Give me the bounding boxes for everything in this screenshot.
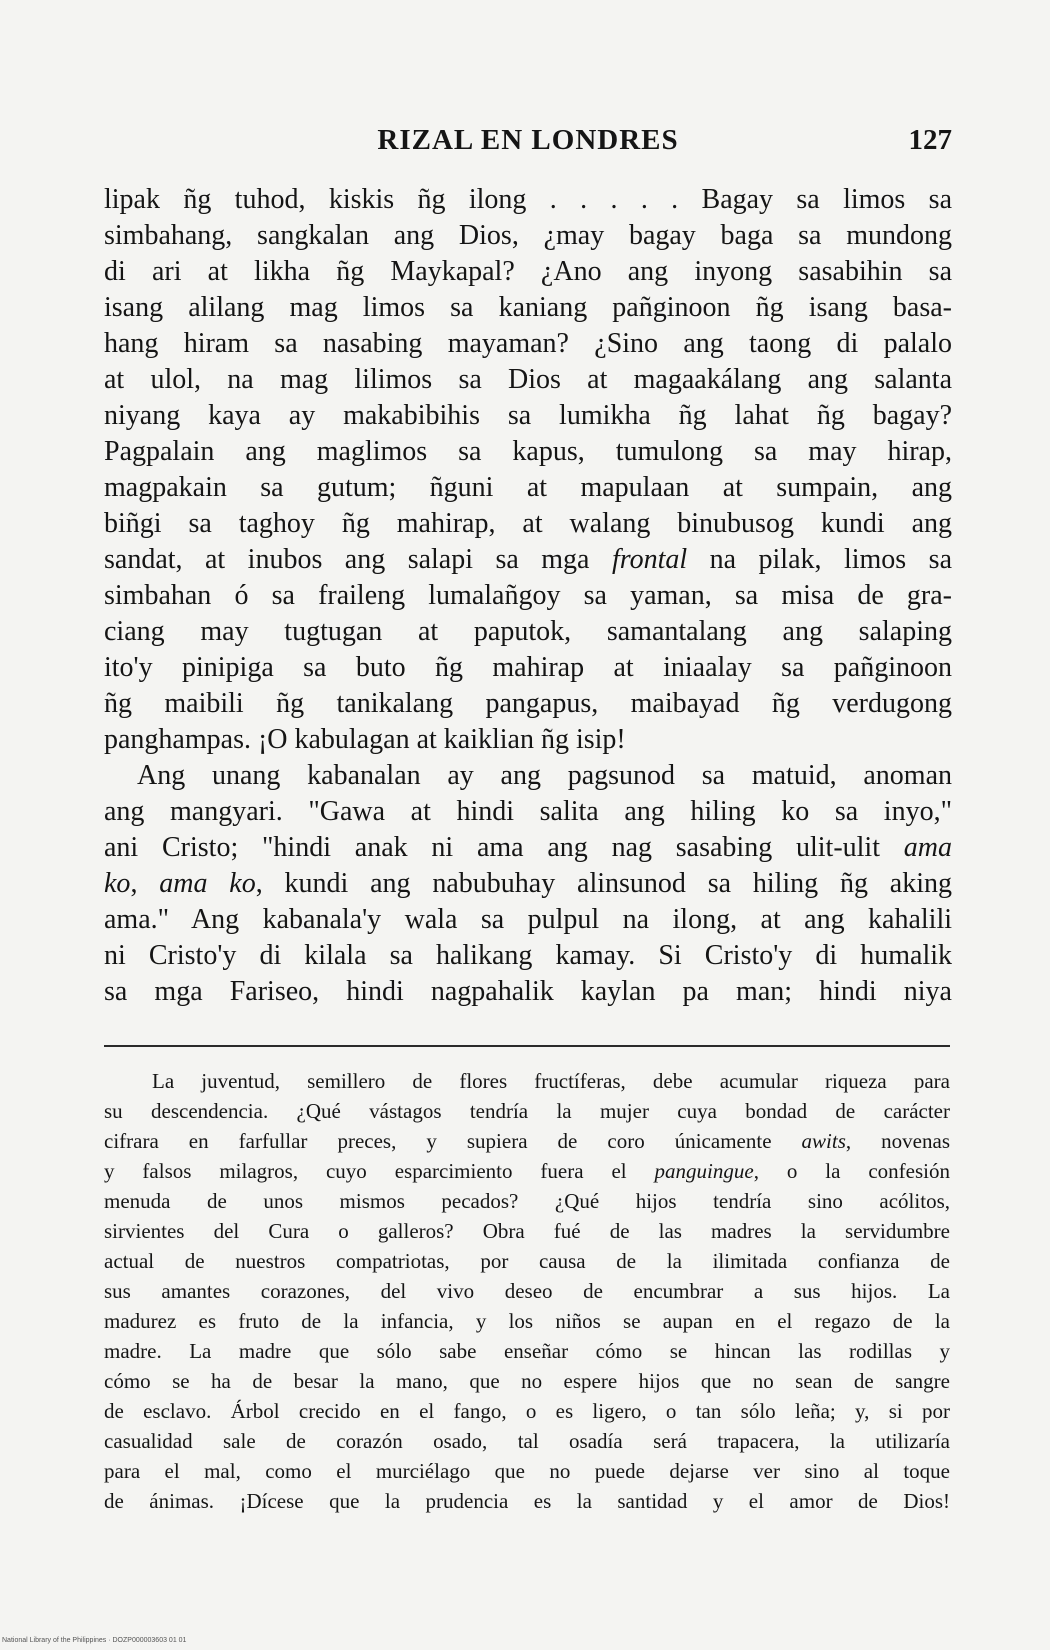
text-line: simbahang, sangkalan ang Dios, ¿may bagay baga sa mundong — [104, 220, 952, 251]
page-header — [104, 124, 952, 164]
text-line: sa mga Fariseo, hindi nagpahalik kaylan pa man; hindi niya — [104, 976, 952, 1007]
footnote-line: La juventud, semillero de flores fructíferas, debe acumular riqueza para — [152, 1069, 950, 1093]
text-line: panghampas. ¡O kabulagan at kaiklian ñg isip! — [104, 724, 626, 755]
footnote-line: sus amantes corazones, del vivo deseo de encumbrar a sus hijos. La — [104, 1279, 950, 1303]
footnote-line: de esclavo. Árbol crecido en el fango, o es ligero, o tan sólo leña; y, si por — [104, 1399, 950, 1423]
text-line: lipak ñg tuhod, kiskis ñg ilong . . . . . Bagay sa limos sa — [104, 184, 952, 215]
footnote-line: su descendencia. ¿Qué vástagos tendría la mujer cuya bondad de carácter — [104, 1099, 950, 1123]
footnote-line: madre. La madre que sólo sabe enseñar cómo se hincan las rodillas y — [104, 1339, 950, 1363]
footnote-line: de ánimas. ¡Dícese que la prudencia es la santidad y el amor de Dios! — [104, 1489, 950, 1513]
library-imprint: National Library of the Philippines · DOZP000003603 01 01 — [2, 1637, 187, 1644]
paragraph-start-line: Ang unang kabanalan ay ang pagsunod sa matuid, anoman — [137, 760, 952, 791]
footnote-line: cifrara en farfullar preces, y supiera de coro únicamente awits, novenas — [104, 1129, 950, 1153]
text-line: at ulol, na mag lilimos sa Dios at magaakálang ang salanta — [104, 364, 952, 395]
footnote-line: actual de nuestros compatriotas, por causa de la ilimitada confianza de — [104, 1249, 950, 1273]
running-title: RIZAL EN LONDRES — [377, 124, 679, 156]
footnote — [104, 1066, 950, 1516]
text-line: hang hiram sa nasabing mayaman? ¿Sino ang taong di palalo — [104, 328, 952, 359]
footnote-line: madurez es fruto de la infancia, y los niños se aupan en el regazo de la — [104, 1309, 950, 1333]
footnote-line: cómo se ha de besar la mano, que no espere hijos que no sean de sangre — [104, 1369, 950, 1393]
text-line: niyang kaya ay makabibihis sa lumikha ñg lahat ñg bagay? — [104, 400, 952, 431]
text-line: magpakain sa gutum; ñguni at mapulaan at sumpain, ang — [104, 472, 952, 503]
text-line: ito'y pinipiga sa buto ñg mahirap at iniaalay sa pañginoon — [104, 652, 952, 683]
text-line: sandat, at inubos ang salapi sa mga frontal na pilak, limos sa — [104, 544, 952, 575]
text-line: biñgi sa taghoy ñg mahirap, at walang binubusog kundi ang — [104, 508, 952, 539]
text-line: isang alilang mag limos sa kaniang pañginoon ñg isang basa- — [104, 292, 952, 323]
text-line: ñg maibili ñg tanikalang pangapus, maibayad ñg verdugong — [104, 688, 952, 719]
text-line: ni Cristo'y di kilala sa halikang kamay. Si Cristo'y di humalik — [104, 940, 952, 971]
footnote-line: sirvientes del Cura o galleros? Obra fué de las madres la servidumbre — [104, 1219, 950, 1243]
text-line: Pagpalain ang maglimos sa kapus, tumulong sa may hirap, — [104, 436, 952, 467]
text-line: ko, ama ko, kundi ang nabubuhay alinsunod sa hiling ñg aking — [104, 868, 952, 899]
footnote-divider — [104, 1045, 950, 1047]
text-line: di ari at likha ñg Maykapal? ¿Ano ang inyong sasabihin sa — [104, 256, 952, 287]
footnote-line: y falsos milagros, cuyo esparcimiento fuera el panguingue, o la confesión — [104, 1159, 951, 1183]
text-line: ani Cristo; "hindi anak ni ama ang nag sasabing ulit-ulit ama — [104, 832, 952, 863]
text-line: ciang may tugtugan at paputok, samantalang ang salaping — [104, 616, 952, 647]
text-line: simbahan ó sa fraileng lumalañgoy sa yaman, sa misa de gra- — [104, 580, 952, 611]
text-line: ama." Ang kabanala'y wala sa pulpul na ilong, at ang kahalili — [104, 904, 952, 935]
main-text — [104, 182, 952, 1010]
page-number: 127 — [908, 124, 952, 156]
footnote-line: para el mal, como el murciélago que no puede dejarse ver sino al toque — [104, 1459, 950, 1483]
text-line: ang mangyari. "Gawa at hindi salita ang hiling ko sa inyo," — [104, 796, 952, 827]
footnote-line: casualidad sale de corazón osado, tal osadía será trapacera, la utilizaría — [104, 1429, 950, 1453]
footnote-line: menuda de unos mismos pecados? ¿Qué hijos tendría sino acólitos, — [104, 1189, 950, 1213]
